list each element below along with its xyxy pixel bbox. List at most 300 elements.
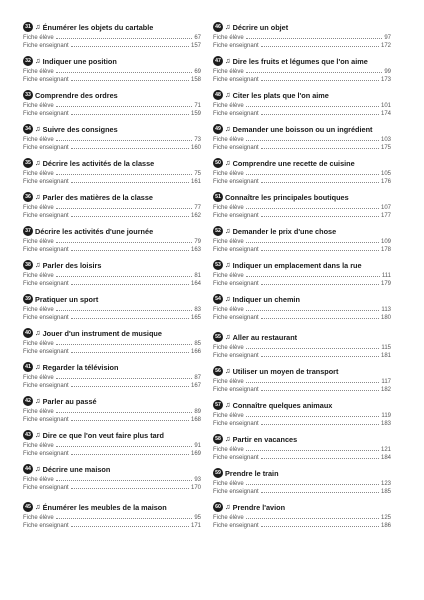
entry-title: Parler au passé [42,396,97,406]
entry-title-row[interactable] [213,259,391,271]
teacher-sheet-page: 173 [380,77,391,84]
dot-leader [71,526,189,527]
teacher-sheet-line[interactable] [213,313,391,321]
dot-leader [71,488,189,489]
student-sheet-page: 67 [194,35,201,42]
entry-title-row[interactable] [23,463,201,475]
toc-entry[interactable] [23,395,201,423]
teacher-sheet-page: 180 [380,315,391,322]
toc-entry[interactable] [213,331,391,359]
student-sheet-line[interactable] [23,101,201,109]
teacher-sheet-page: 167 [190,383,201,390]
teacher-sheet-line[interactable] [213,143,391,151]
student-sheet-line[interactable] [23,135,201,143]
teacher-sheet-label: Fiche enseignant [213,387,259,394]
dot-leader [246,310,380,311]
teacher-sheet-page: 170 [190,485,201,492]
student-sheet-label: Fiche élève [23,477,54,484]
entry-title: Décrire les activités de la classe [42,158,155,168]
student-sheet-line[interactable] [23,203,201,211]
student-sheet-page: 125 [380,515,391,522]
dot-leader [56,412,193,413]
music-note-icon: ♫ [35,430,41,440]
student-sheet-label: Fiche élève [213,307,244,314]
dot-leader [56,106,193,107]
toc-entry[interactable] [213,467,391,495]
entry-title: Dire les fruits et légumes que l'on aime [232,56,368,66]
entry-title: Indiquer un chemin [232,294,300,304]
teacher-sheet-line[interactable] [23,313,201,321]
teacher-sheet-label: Fiche enseignant [213,213,259,220]
entry-title-row[interactable] [213,89,391,101]
teacher-sheet-label: Fiche enseignant [23,485,69,492]
lesson-number-badge: 60 [213,502,223,512]
lesson-number-badge: 39 [23,294,33,304]
teacher-sheet-line[interactable] [23,347,201,355]
dot-leader [71,386,189,387]
music-note-icon: ♫ [225,400,231,410]
student-sheet-page: 75 [194,171,201,178]
teacher-sheet-line[interactable] [23,415,201,423]
dot-leader [246,140,379,141]
student-sheet-page: 73 [194,137,201,144]
teacher-sheet-label: Fiche enseignant [213,145,259,152]
entry-title-row[interactable] [213,467,391,479]
student-sheet-page: 71 [194,103,201,110]
toc-entry[interactable] [213,293,391,321]
entry-title-row[interactable] [23,259,201,271]
dot-leader [71,80,189,81]
music-note-icon: ♫ [225,260,231,270]
teacher-sheet-label: Fiche enseignant [23,213,69,220]
entry-title-row[interactable] [23,327,201,339]
toc-entry[interactable] [23,429,201,457]
toc-entry[interactable] [23,21,201,49]
teacher-sheet-line[interactable] [23,245,201,253]
student-sheet-line[interactable] [23,339,201,347]
student-sheet-label: Fiche élève [213,447,244,454]
student-sheet-line[interactable] [23,33,201,41]
dot-leader [246,518,379,519]
student-sheet-line[interactable] [213,445,391,453]
music-note-icon: ♫ [225,294,231,304]
student-sheet-label: Fiche élève [23,443,54,450]
student-sheet-line[interactable] [213,135,391,143]
dot-leader [261,46,379,47]
teacher-sheet-label: Fiche enseignant [213,315,259,322]
dot-leader [56,378,193,379]
entry-title-row[interactable] [213,123,391,135]
student-sheet-line[interactable] [213,271,391,279]
student-sheet-page: 95 [194,515,201,522]
toc-entry[interactable] [23,123,201,151]
dot-leader [71,114,189,115]
teacher-sheet-line[interactable] [213,177,391,185]
student-sheet-line[interactable] [213,343,391,351]
toc-entry[interactable] [213,259,391,287]
teacher-sheet-line[interactable] [213,109,391,117]
student-sheet-line[interactable] [213,203,391,211]
student-sheet-line[interactable] [213,33,391,41]
toc-entry[interactable] [23,225,201,253]
dot-leader [56,38,193,39]
teacher-sheet-page: 164 [190,281,201,288]
teacher-sheet-line[interactable] [23,211,201,219]
student-sheet-label: Fiche élève [23,137,54,144]
teacher-sheet-label: Fiche enseignant [23,281,69,288]
lesson-number-badge: 46 [213,22,223,32]
entry-title: Suivre des consignes [42,124,118,134]
student-sheet-line[interactable] [213,305,391,313]
student-sheet-line[interactable] [213,377,391,385]
teacher-sheet-label: Fiche enseignant [23,349,69,356]
teacher-sheet-page: 183 [380,421,391,428]
teacher-sheet-line[interactable] [23,143,201,151]
student-sheet-line[interactable] [213,169,391,177]
student-sheet-line[interactable] [23,271,201,279]
entry-title: Connaître quelques animaux [232,400,333,410]
entry-title-row[interactable] [213,55,391,67]
entry-title-row[interactable] [213,399,391,411]
toc-entry[interactable] [23,501,201,529]
teacher-sheet-page: 182 [380,387,391,394]
student-sheet-page: 113 [381,307,391,314]
dot-leader [261,458,379,459]
teacher-sheet-page: 157 [190,43,201,50]
entry-title: Aller au restaurant [232,332,298,342]
lesson-number-badge: 45 [23,502,33,512]
lesson-number-badge: 51 [213,192,223,202]
lesson-number-badge: 57 [213,400,223,410]
lesson-number-badge: 36 [23,192,33,202]
teacher-sheet-line[interactable] [213,279,391,287]
teacher-sheet-line[interactable] [213,385,391,393]
student-sheet-label: Fiche élève [23,409,54,416]
teacher-sheet-line[interactable] [213,521,391,529]
student-sheet-line[interactable] [213,237,391,245]
entry-title-row[interactable] [23,21,201,33]
entry-title-row[interactable] [23,429,201,441]
teacher-sheet-page: 166 [190,349,201,356]
toc-entry[interactable] [23,191,201,219]
dot-leader [71,420,189,421]
dot-leader [56,276,193,277]
dot-leader [56,72,193,73]
teacher-sheet-label: Fiche enseignant [213,523,259,530]
toc-entry[interactable] [213,433,391,461]
music-note-icon: ♫ [225,366,231,376]
entry-title-row[interactable] [23,395,201,407]
student-sheet-page: 97 [384,35,391,42]
student-sheet-label: Fiche élève [213,481,244,488]
entry-title-row[interactable] [23,361,201,373]
toc-entry[interactable] [23,463,201,491]
music-note-icon: ♫ [35,22,41,32]
toc-entry[interactable] [23,259,201,287]
teacher-sheet-line[interactable] [23,521,201,529]
dot-leader [71,216,189,217]
teacher-sheet-page: 176 [380,179,391,186]
student-sheet-label: Fiche élève [23,171,54,178]
teacher-sheet-line[interactable] [213,419,391,427]
toc-entry[interactable] [213,225,391,253]
teacher-sheet-page: 178 [380,247,391,254]
entry-title: Parler des matières de la classe [42,192,153,202]
entry-title-row[interactable] [23,293,201,305]
student-sheet-page: 119 [381,413,391,420]
lesson-number-badge: 50 [213,158,223,168]
toc-entry[interactable] [23,89,201,117]
entry-title: Citer les plats que l'on aime [232,90,329,100]
teacher-sheet-line[interactable] [213,351,391,359]
student-sheet-line[interactable] [23,373,201,381]
teacher-sheet-label: Fiche enseignant [23,523,69,530]
teacher-sheet-line[interactable] [213,211,391,219]
entry-title-row[interactable] [213,331,391,343]
student-sheet-label: Fiche élève [213,205,244,212]
dot-leader [261,114,379,115]
student-sheet-line[interactable] [23,475,201,483]
student-sheet-line[interactable] [23,407,201,415]
student-sheet-page: 109 [380,239,391,246]
dot-leader [56,174,193,175]
entry-title-row[interactable] [213,191,391,203]
dot-leader [71,250,189,251]
lesson-number-badge: 49 [213,124,223,134]
teacher-sheet-line[interactable] [23,75,201,83]
student-sheet-label: Fiche élève [23,103,54,110]
lesson-number-badge: 59 [213,468,223,478]
student-sheet-page: 107 [380,205,391,212]
student-sheet-line[interactable] [23,441,201,449]
student-sheet-line[interactable] [23,169,201,177]
lesson-number-badge: 44 [23,464,33,474]
entry-title-row[interactable] [23,225,201,237]
dot-leader [261,390,379,391]
dot-leader [56,480,193,481]
lesson-number-badge: 56 [213,366,223,376]
entry-title: Demander le prix d'une chose [232,226,337,236]
student-sheet-page: 77 [194,205,201,212]
toc-entry[interactable] [23,293,201,321]
teacher-sheet-label: Fiche enseignant [23,77,69,84]
entry-title: Partir en vacances [232,434,298,444]
entry-title-row[interactable] [23,89,201,101]
toc-entry[interactable] [213,501,391,529]
dot-leader [56,140,193,141]
teacher-sheet-page: 171 [190,523,201,530]
entry-title-row[interactable] [213,433,391,445]
toc-entry[interactable] [213,55,391,83]
teacher-sheet-label: Fiche enseignant [213,281,259,288]
toc-entry[interactable] [213,365,391,393]
music-note-icon: ♫ [35,192,41,202]
entry-title: Regarder la télévision [42,362,119,372]
teacher-sheet-line[interactable] [23,381,201,389]
entry-title: Décrire une maison [42,464,111,474]
teacher-sheet-page: 165 [190,315,201,322]
student-sheet-label: Fiche élève [23,307,54,314]
teacher-sheet-line[interactable] [23,109,201,117]
teacher-sheet-page: 158 [190,77,201,84]
teacher-sheet-label: Fiche enseignant [213,421,259,428]
teacher-sheet-line[interactable] [213,487,391,495]
music-note-icon: ♫ [35,362,41,372]
toc-entry[interactable] [23,327,201,355]
entry-title-row[interactable] [23,55,201,67]
dot-leader [261,526,379,527]
student-sheet-page: 91 [194,443,201,450]
dot-leader [261,424,379,425]
student-sheet-label: Fiche élève [213,69,244,76]
teacher-sheet-page: 175 [380,145,391,152]
student-sheet-line[interactable] [213,513,391,521]
teacher-sheet-line[interactable] [23,483,201,491]
teacher-sheet-line[interactable] [213,245,391,253]
dot-leader [246,484,379,485]
music-note-icon: ♫ [35,158,41,168]
teacher-sheet-page: 162 [190,213,201,220]
music-note-icon: ♫ [35,502,41,512]
lesson-number-badge: 35 [23,158,33,168]
student-sheet-label: Fiche élève [23,35,54,42]
dot-leader [261,318,379,319]
student-sheet-label: Fiche élève [23,205,54,212]
teacher-sheet-line[interactable] [213,75,391,83]
student-sheet-page: 123 [380,481,391,488]
teacher-sheet-page: 184 [380,455,391,462]
entry-title-row[interactable] [23,123,201,135]
lesson-number-badge: 55 [213,332,223,342]
dot-leader [71,46,189,47]
entry-title: Demander une boisson ou un ingrédient [232,124,373,134]
entry-title: Dire ce que l'on veut faire plus tard [42,430,164,440]
student-sheet-label: Fiche élève [213,273,244,280]
music-note-icon: ♫ [225,502,231,512]
teacher-sheet-line[interactable] [213,453,391,461]
dot-leader [71,454,189,455]
toc-entry[interactable] [23,55,201,83]
student-sheet-label: Fiche élève [213,379,244,386]
dot-leader [246,416,380,417]
lesson-number-badge: 54 [213,294,223,304]
entry-title-row[interactable] [213,21,391,33]
student-sheet-label: Fiche élève [213,103,244,110]
entry-title-row[interactable] [23,157,201,169]
dot-leader [261,80,379,81]
music-note-icon: ♫ [225,226,231,236]
dot-leader [71,352,189,353]
entry-title-row[interactable] [213,293,391,305]
student-sheet-line[interactable] [23,67,201,75]
teacher-sheet-page: 185 [380,489,391,496]
lesson-number-badge: 38 [23,260,33,270]
entry-title-row[interactable] [23,501,201,513]
student-sheet-line[interactable] [213,411,391,419]
lesson-number-badge: 34 [23,124,33,134]
entry-title: Jouer d'un instrument de musique [42,328,162,338]
lesson-number-badge: 43 [23,430,33,440]
student-sheet-line[interactable] [213,479,391,487]
music-note-icon: ♫ [225,90,231,100]
student-sheet-line[interactable] [23,237,201,245]
student-sheet-line[interactable] [23,305,201,313]
teacher-sheet-label: Fiche enseignant [213,43,259,50]
music-note-icon: ♫ [35,124,41,134]
student-sheet-page: 79 [194,239,201,246]
toc-entry[interactable] [213,123,391,151]
toc-entry[interactable] [213,21,391,49]
dot-leader [56,310,193,311]
teacher-sheet-label: Fiche enseignant [23,247,69,254]
teacher-sheet-line[interactable] [23,449,201,457]
teacher-sheet-label: Fiche enseignant [23,179,69,186]
student-sheet-page: 121 [380,447,391,454]
student-sheet-page: 105 [380,171,391,178]
student-sheet-line[interactable] [213,101,391,109]
toc-entry[interactable] [213,191,391,219]
entry-title: Connaître les principales boutiques [225,192,349,202]
toc-entry[interactable] [23,361,201,389]
lesson-number-badge: 52 [213,226,223,236]
student-sheet-label: Fiche élève [23,239,54,246]
teacher-sheet-line[interactable] [23,177,201,185]
teacher-sheet-line[interactable] [23,279,201,287]
dot-leader [71,182,189,183]
music-note-icon: ♫ [225,56,231,66]
dot-leader [246,276,380,277]
toc-entry[interactable] [23,157,201,185]
student-sheet-page: 101 [380,103,391,110]
entry-title: Utiliser un moyen de transport [232,366,339,376]
teacher-sheet-line[interactable] [23,41,201,49]
entry-title: Comprendre une recette de cuisine [232,158,355,168]
dot-leader [246,382,380,383]
dot-leader [71,148,189,149]
entry-title-row[interactable] [23,191,201,203]
music-note-icon: ♫ [225,124,231,134]
dot-leader [71,318,189,319]
toc-entry[interactable] [213,399,391,427]
dot-leader [246,348,380,349]
teacher-sheet-label: Fiche enseignant [23,315,69,322]
toc-entry[interactable] [213,157,391,185]
entry-title: Comprendre des ordres [35,90,118,100]
teacher-sheet-line[interactable] [213,41,391,49]
student-sheet-line[interactable] [23,513,201,521]
teacher-sheet-page: 172 [380,43,391,50]
lesson-number-badge: 32 [23,56,33,66]
lesson-number-badge: 47 [213,56,223,66]
entry-title: Parler des loisirs [42,260,102,270]
entry-title-row[interactable] [213,501,391,513]
entry-title-row[interactable] [213,225,391,237]
entry-title-row[interactable] [213,365,391,377]
teacher-sheet-label: Fiche enseignant [23,145,69,152]
teacher-sheet-label: Fiche enseignant [213,489,259,496]
student-sheet-label: Fiche élève [213,137,244,144]
toc-entry[interactable] [213,89,391,117]
lesson-number-badge: 58 [213,434,223,444]
dot-leader [246,208,379,209]
entry-title-row[interactable] [213,157,391,169]
student-sheet-page: 89 [194,409,201,416]
dot-leader [261,216,379,217]
dot-leader [246,106,379,107]
student-sheet-label: Fiche élève [23,515,54,522]
teacher-sheet-page: 163 [190,247,201,254]
student-sheet-line[interactable] [213,67,391,75]
